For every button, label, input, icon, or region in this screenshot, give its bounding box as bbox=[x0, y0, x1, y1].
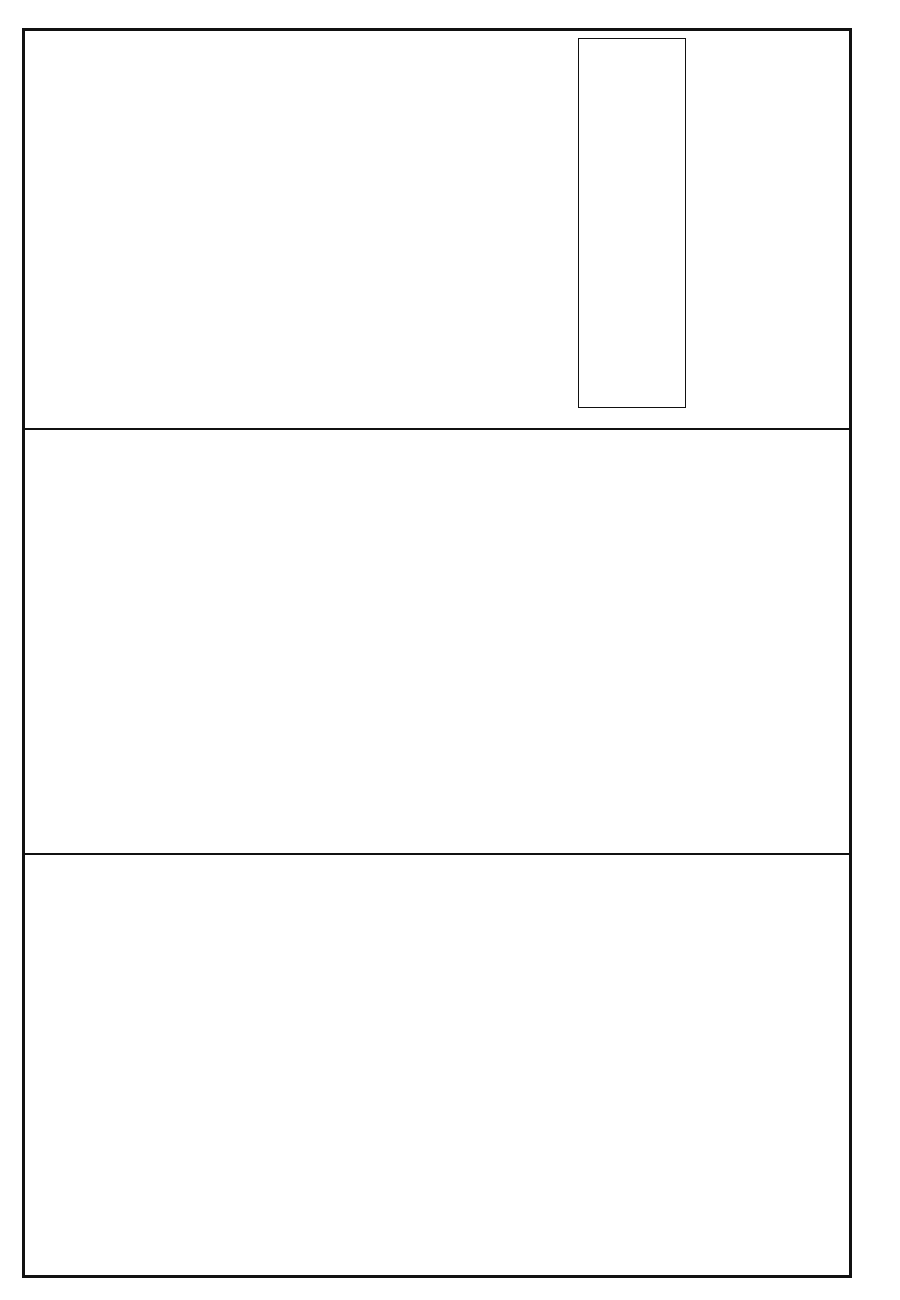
page-number-area bbox=[858, 1135, 896, 1215]
metadata-box bbox=[578, 38, 686, 408]
running-header bbox=[858, 105, 896, 305]
page-frame bbox=[22, 28, 852, 1278]
section-divider-bottom bbox=[22, 853, 852, 855]
section-divider-top bbox=[22, 428, 852, 430]
